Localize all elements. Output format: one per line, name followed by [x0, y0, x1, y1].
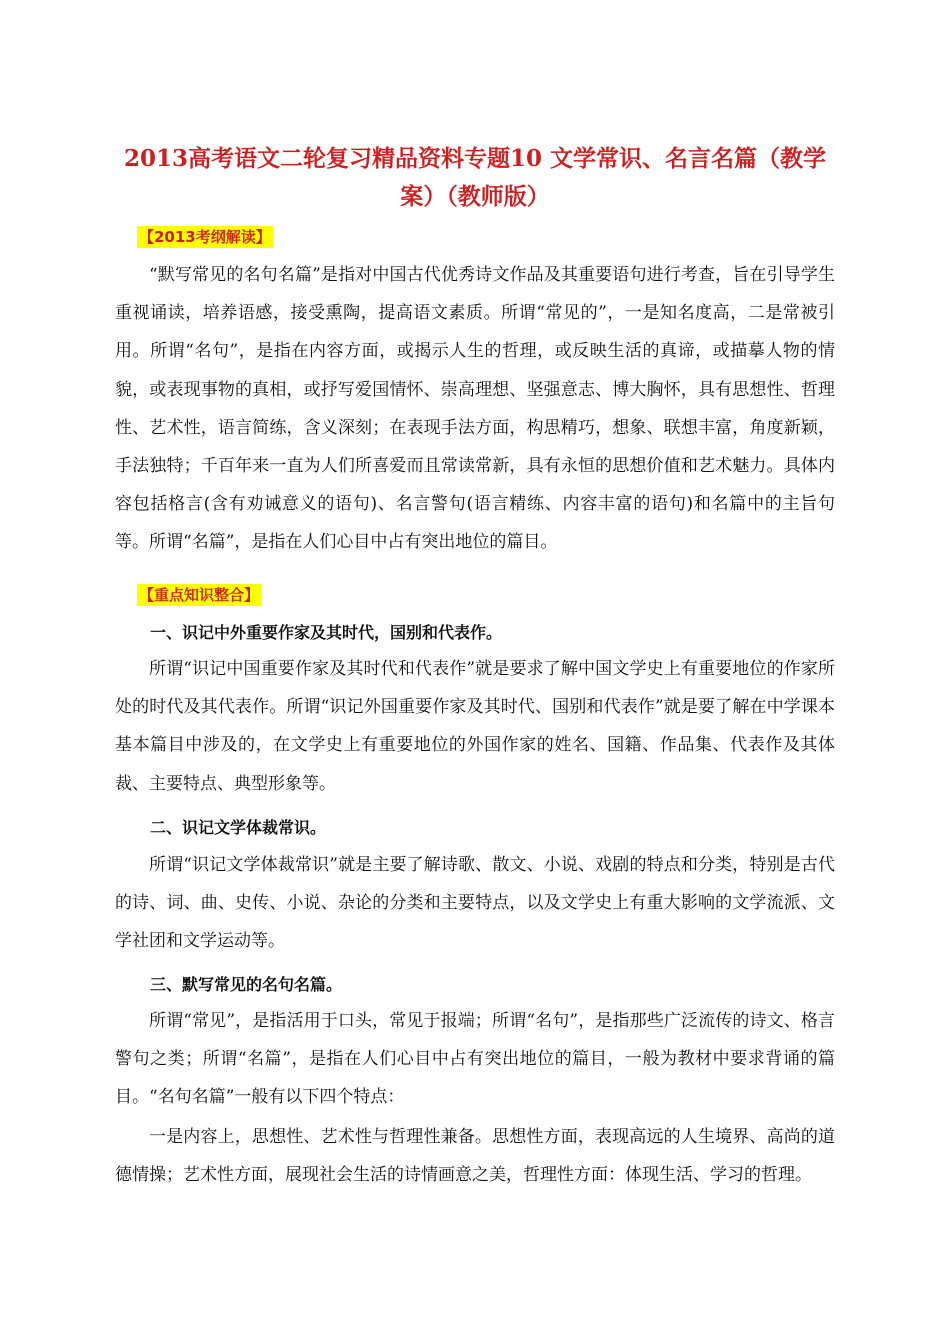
heading-authors: 一、识记中外重要作家及其时代，国别和代表作。: [150, 623, 503, 642]
section-tag-key-knowledge: 【重点知识整合】: [139, 586, 260, 604]
paragraph-genres: 所谓“识记文学体裁常识”就是主要了解诗歌、散文、小说、戏剧的特点和分类，特别是古代的诗、词、曲、史传、小说、杂论的分类和主要特点，以及文学史上有重大影响的文学流派、文学社团和文学运动等。: [115, 855, 835, 952]
paragraph-exam-outline: “默写常见的名句名篇”是指对中国古代优秀诗文作品及其重要语句进行考查，旨在引导学生重视诵读，培养语感，接受熏陶，提高语文素质。所谓“常见的”，一是知名度高，二是常被引用。所谓“名句”，是指在内容方面，或揭示人生的哲理，或反映生活的真谛，或描摹人物的情貌，或表现事物的真相，或抒写爱国情怀、崇高理想、坚强意志、博大胸怀，具有思想性、哲理性、艺术性，语言简练，含义深刻；在表现手法方面，构思精巧，想象、联想丰富，角度新颖，手法独特；千百年来一直为人们所喜爱而且常读常新，具有永恒的思想价值和艺术魅力。具体内容包括格言(含有劝诫意义的语句)、名言警句(语言精练、内容丰富的语句)和名篇中的主旨句等。所谓“名篇”，是指在人们心目中占有突出地位的篇目。: [115, 265, 835, 553]
paragraph-famous-lines: 所谓“常见”，是指活用于口头，常见于报端；所谓“名句”，是指那些广泛流传的诗文、格言警句之类；所谓“名篇”，是指在人们心目中占有突出地位的篇目，一般为教材中要求背诵的篇目。“名句名篇”一般有以下四个特点：: [115, 1011, 835, 1108]
paragraph-authors: 所谓“识记中国重要作家及其时代和代表作”就是要求了解中国文学史上有重要地位的作家所处的时代及其代表作。所谓“识记外国重要作家及其时代、国别和代表作”就是要了解在中学课本基本篇目中涉及的，在文学史上有重要地位的外国作家的姓名、国籍、作品集、代表作及其体裁、主要特点、典型形象等。: [115, 659, 835, 794]
document-title: 2013高考语文二轮复习精品资料专题10 文学常识、名言名篇（教学案）（教师版）: [123, 145, 827, 210]
heading-famous-lines: 三、默写常见的名句名篇。: [150, 975, 343, 994]
heading-genres: 二、识记文学体裁常识。: [150, 818, 327, 837]
paragraph-features: 一是内容上，思想性、艺术性与哲理性兼备。思想性方面，表现高远的人生境界、高尚的道德情操；艺术性方面，展现社会生活的诗情画意之美，哲理性方面：体现生活、学习的哲理。: [115, 1127, 835, 1186]
section-tag-exam-outline: 【2013考纲解读】: [139, 228, 271, 246]
